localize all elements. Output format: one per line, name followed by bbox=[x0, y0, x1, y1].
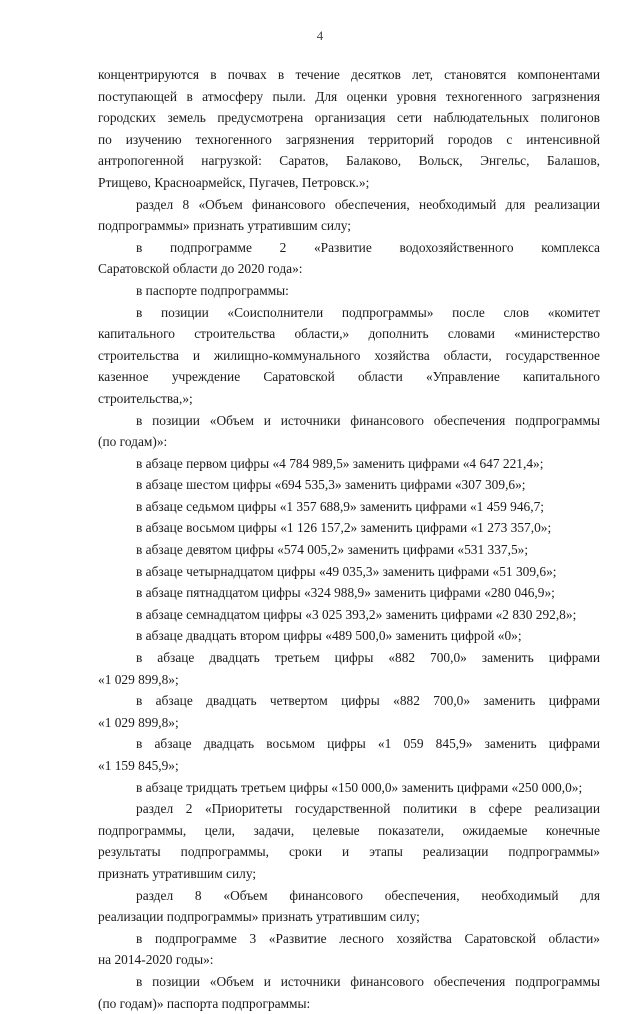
text-line: на 2014-2020 годы»: bbox=[98, 952, 214, 968]
text-line: антропогенной нагрузкой: Саратов, Балаково, Вольск, Энгельс, Балашов, bbox=[98, 153, 600, 169]
text-line: в абзаце двадцать восьмом цифры «1 059 845,9» заменить цифрами bbox=[136, 736, 600, 752]
text-line: строительства и жилищно-коммунального хозяйства области, государственное bbox=[98, 347, 600, 363]
text-line: в абзаце семнадцатом цифры «3 025 393,2» заменить цифрами «2 830 292,8»; bbox=[136, 606, 577, 622]
text-line: в позиции «Объем и источники финансового обеспечения подпрограммы bbox=[136, 973, 600, 989]
text-line: в паспорте подпрограммы: bbox=[136, 282, 289, 298]
text-line: результаты подпрограммы, сроки и этапы реализации подпрограммы» bbox=[98, 844, 600, 860]
text-line: раздел 8 «Объем финансового обеспечения, необходимый для bbox=[136, 887, 600, 903]
text-line: в подпрограмме 2 «Развитие водохозяйственного комплекса bbox=[136, 239, 600, 255]
text-line: реализации подпрограммы» признать утратившим силу; bbox=[98, 909, 420, 925]
text-line: в абзаце седьмом цифры «1 357 688,9» заменить цифрами «1 459 946,7; bbox=[136, 498, 544, 514]
document-body bbox=[98, 64, 600, 1014]
text-line: в абзаце первом цифры «4 784 989,5» заменить цифрами «4 647 221,4»; bbox=[136, 455, 544, 471]
text-line: в подпрограмме 3 «Развитие лесного хозяйства Саратовской области» bbox=[136, 930, 600, 946]
text-line: в абзаце пятнадцатом цифры «324 988,9» заменить цифрами «280 046,9»; bbox=[136, 585, 555, 601]
text-line: (по годам)»: bbox=[98, 434, 168, 450]
text-line: «1 029 899,8»; bbox=[98, 671, 179, 687]
text-line: «1 029 899,8»; bbox=[98, 714, 179, 730]
text-line: в позиции «Объем и источники финансового обеспечения подпрограммы bbox=[136, 412, 600, 428]
text-line: раздел 8 «Объем финансового обеспечения, необходимый для реализации bbox=[136, 196, 600, 212]
text-line: (по годам)» паспорта подпрограммы: bbox=[98, 995, 311, 1011]
text-line: подпрограммы» признать утратившим силу; bbox=[98, 218, 352, 234]
text-line: капитального строительства области,» дополнить словами «министерство bbox=[98, 326, 600, 342]
text-line: признать утратившим силу; bbox=[98, 865, 257, 881]
text-line: «1 159 845,9»; bbox=[98, 758, 179, 773]
text-line: в абзаце шестом цифры «694 535,3» заменить цифрами «307 309,6»; bbox=[136, 477, 526, 493]
text-line: в абзаце двадцать четвертом цифры «882 700,0» заменить цифрами bbox=[136, 693, 600, 709]
text-line: подпрограммы, цели, задачи, целевые показатели, ожидаемые конечные bbox=[98, 822, 600, 838]
text-line: строительства,»; bbox=[98, 390, 193, 406]
text-line: раздел 2 «Приоритеты государственной политики в сфере реализации bbox=[136, 801, 600, 817]
text-line: в абзаце тридцать третьем цифры «150 000,0» заменить цифрами «250 000,0»; bbox=[136, 779, 583, 795]
text-line: казенное учреждение Саратовской области «Управление капитального bbox=[98, 369, 600, 385]
text-line: в абзаце восьмом цифры «1 126 157,2» заменить цифрами «1 273 357,0»; bbox=[136, 520, 552, 536]
text-line: концентрируются в почвах в течение десятков лет, становятся компонентами bbox=[98, 67, 600, 82]
text-line: по изучению техногенного загрязнения территорий городов с интенсивной bbox=[98, 131, 600, 147]
text-line: в абзаце четырнадцатом цифры «49 035,3» заменить цифрами «51 309,6»; bbox=[136, 563, 557, 579]
text-line: Саратовской области до 2020 года»: bbox=[98, 261, 303, 277]
text-line: поступающей в атмосферу пыли. Для оценки уровня техногенного загрязнения bbox=[98, 88, 600, 104]
text-line: в абзаце девятом цифры «574 005,2» заменить цифрами «531 337,5»; bbox=[136, 542, 529, 558]
text-line: Ртищево, Красноармейск, Пугачев, Петровск.»; bbox=[98, 174, 370, 190]
text-line: в абзаце двадцать втором цифры «489 500,0» заменить цифрой «0»; bbox=[136, 628, 522, 644]
text-line: в позиции «Соисполнители подпрограммы» после слов «комитет bbox=[136, 304, 600, 320]
text-line: городских земель предусмотрена организация сети наблюдательных полигонов bbox=[98, 110, 600, 126]
text-line: в абзаце двадцать третьем цифры «882 700,0» заменить цифрами bbox=[136, 650, 600, 666]
page-number: 4 bbox=[316, 28, 324, 43]
